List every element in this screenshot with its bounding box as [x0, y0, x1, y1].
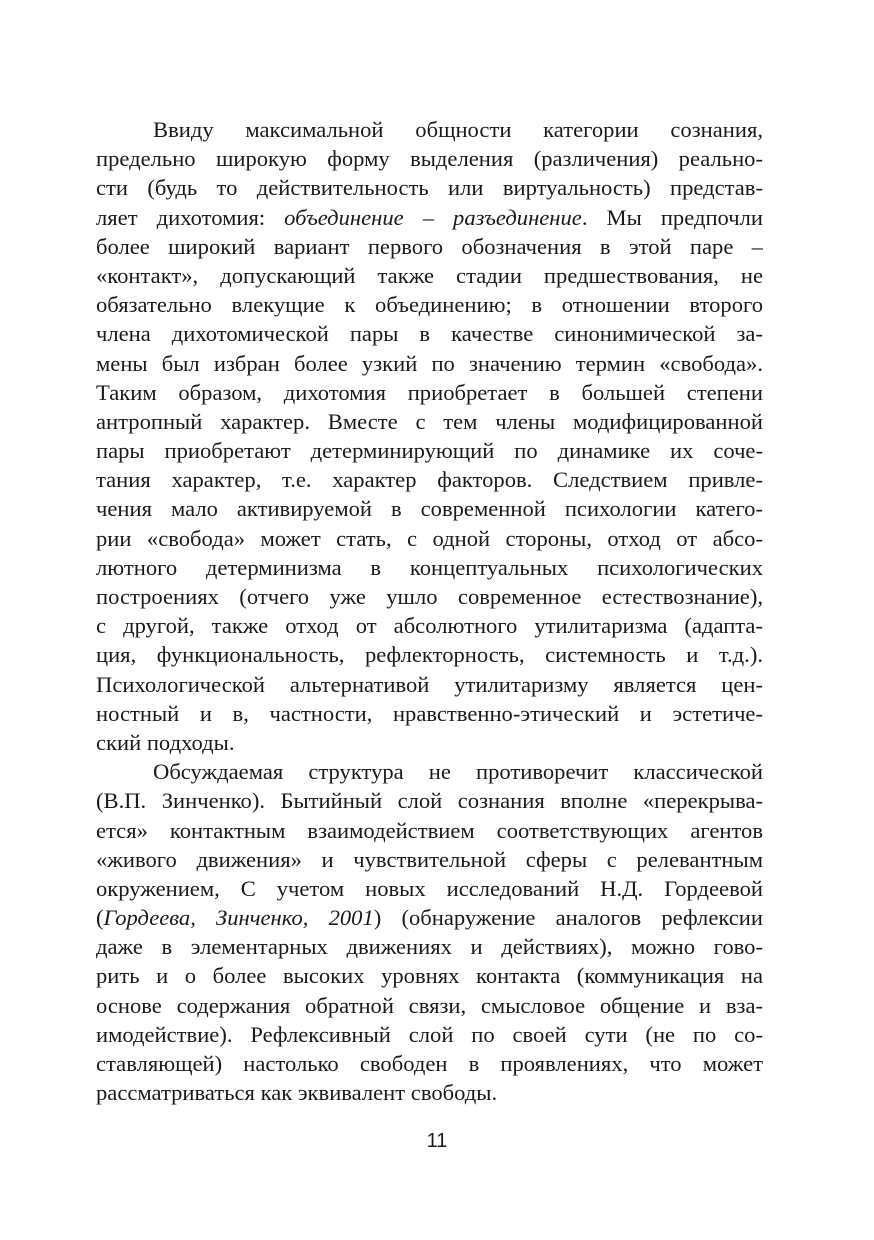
text-line: [96, 816, 763, 845]
italic-text: объединение – разъединение: [284, 204, 582, 230]
text-run: члена дихотомической пары в качестве синонимической за-: [96, 321, 763, 347]
text-run: предельно широкую форму выделения (различения) реально-: [96, 146, 763, 172]
text-line: [96, 115, 763, 144]
text-line: [96, 991, 763, 1020]
text-line: [96, 786, 763, 815]
text-run: ностный и в, частности, нравственно-этический и эстетиче-: [96, 700, 763, 726]
text-run: Ввиду максимальной общности категории сознания,: [153, 117, 763, 142]
text-line: [96, 932, 763, 961]
text-run: рить и о более высоких уровнях контакта (коммуникация на: [96, 963, 763, 989]
text-run: рассматриваться как эквивалент свободы.: [96, 1080, 498, 1106]
text-run: с другой, также отход от абсолютного утилитаризма (адапта-: [96, 613, 763, 639]
text-line: [96, 1020, 763, 1049]
text-line: [96, 173, 763, 202]
text-line: [96, 582, 763, 611]
text-run: ется» контактным взаимодействием соответствующих агентов: [96, 817, 763, 843]
text-line: [96, 1049, 763, 1078]
text-run: (: [96, 905, 104, 931]
text-line: [96, 553, 763, 582]
text-line: [96, 436, 763, 465]
text-run: «контакт», допускающий также стадии предшествования, не: [96, 262, 763, 288]
text-line: [96, 203, 763, 232]
text-line: [96, 611, 763, 640]
text-line: [96, 845, 763, 874]
text-line: [96, 903, 763, 932]
text-run: основе содержания обратной связи, смысловое общение и вза-: [96, 992, 763, 1018]
text-line: [96, 670, 763, 699]
text-line: [96, 232, 763, 261]
text-run: ция, функциональность, рефлекторность, системность и т.д.).: [96, 642, 763, 668]
text-run: мены был избран более узкий по значению термин «свобода».: [96, 350, 763, 376]
text-line: [96, 494, 763, 523]
text-line: [96, 144, 763, 173]
text-run: Обсуждаемая структура не противоречит классической: [153, 759, 763, 785]
text-run: рии «свобода» может стать, с одной стороны, отход от абсо-: [96, 525, 763, 551]
text-run: лютного детерминизма в концептуальных психологических: [96, 554, 763, 580]
text-run: даже в элементарных движениях и действиях), можно гово-: [96, 934, 763, 960]
text-line: [96, 319, 763, 348]
text-line: [96, 407, 763, 436]
text-run: обязательно влекущие к объединению; в отношении второго: [96, 292, 763, 318]
text-run: . Мы предпочли: [581, 204, 763, 230]
text-run: чения мало активируемой в современной психологии катего-: [96, 496, 763, 522]
text-run: построениях (отчего уже ушло современное естествознание),: [96, 584, 763, 609]
text-run: ) (обнаружение аналогов рефлексии: [373, 905, 763, 931]
text-run: антропный характер. Вместе с тем члены модифицированной: [96, 408, 763, 434]
text-run: сти (будь то действительность или виртуальность) представ-: [96, 175, 763, 201]
text-line: [96, 261, 763, 290]
text-line: [96, 378, 763, 407]
text-run: ляет дихотомия:: [96, 204, 285, 230]
text-line: [96, 290, 763, 319]
page-number: 11: [426, 1130, 448, 1152]
text-line: [96, 728, 763, 757]
text-run: тания характер, т.е. характер факторов. Следствием привле-: [96, 467, 763, 493]
text-run: пары приобретают детерминирующий по динамике их соче-: [96, 438, 763, 464]
text-line: [96, 1078, 763, 1107]
text-run: ский подходы.: [96, 729, 235, 755]
text-line: [96, 524, 763, 553]
text-run: имодействие). Рефлексивный слой по своей сути (не по со-: [96, 1021, 763, 1047]
italic-text: Гордеева, Зинченко, 2001: [103, 905, 374, 931]
text-run: «живого движения» и чувствительной сферы с релевантным: [96, 846, 763, 872]
text-run: окружением, С учетом новых исследований Н.Д. Гордеевой: [96, 875, 763, 901]
text-line: [96, 349, 763, 378]
text-line: [96, 465, 763, 494]
text-block: [96, 115, 763, 1107]
text-line: [96, 961, 763, 990]
text-line: [96, 757, 763, 786]
text-line: [96, 874, 763, 903]
text-run: Таким образом, дихотомия приобретает в большей степени: [96, 379, 763, 405]
text-run: более широкий вариант первого обозначения в этой паре –: [96, 233, 763, 259]
text-run: (В.П. Зинченко). Бытийный слой сознания вполне «перекрыва-: [96, 788, 763, 814]
text-line: [96, 699, 763, 728]
text-run: ставляющей) настолько свободен в проявлениях, что может: [96, 1051, 763, 1076]
text-run: Психологической альтернативой утилитаризму является цен-: [96, 671, 763, 697]
text-line: [96, 640, 763, 669]
